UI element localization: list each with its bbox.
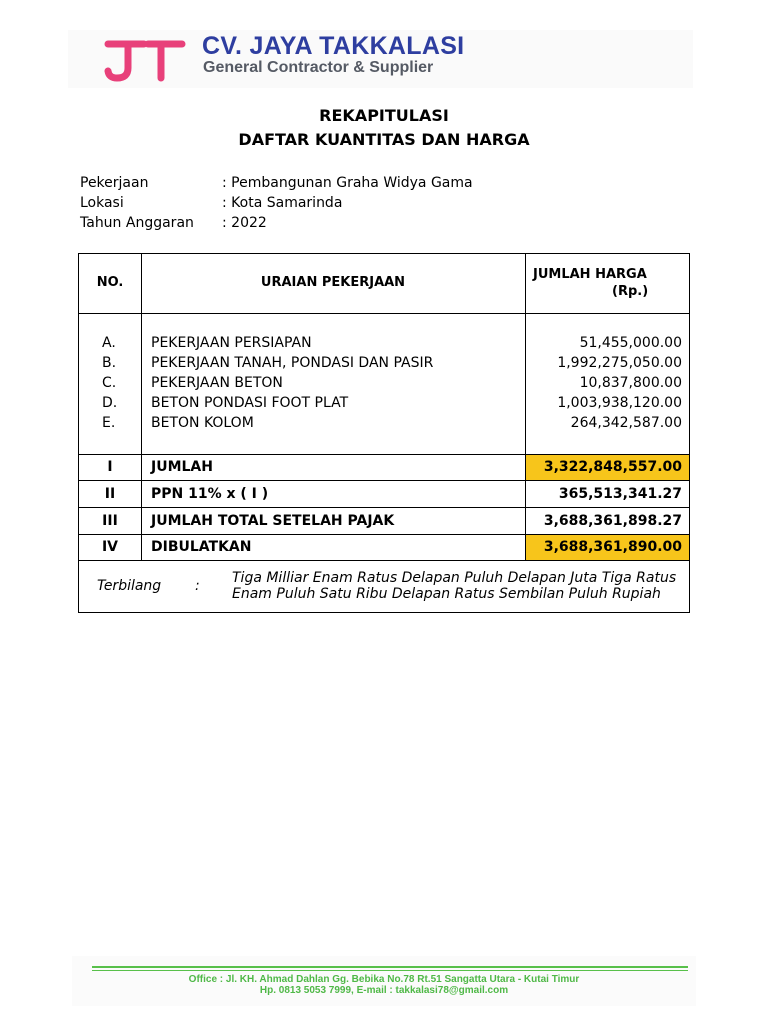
summary-harga: 3,688,361,898.27: [543, 513, 682, 529]
table-divider: [79, 313, 689, 314]
letterhead: [68, 30, 693, 88]
info-label: Tahun Anggaran: [80, 215, 194, 231]
summary-uraian: JUMLAH TOTAL SETELAH PAJAK: [151, 513, 395, 529]
footer-address: Office : Jl. KH. Ahmad Dahlan Gg. Bebika No.78 Rt.51 Sangatta Utara - Kutai Timur: [188, 974, 580, 985]
item-uraian: PEKERJAAN PERSIAPAN: [151, 335, 312, 351]
letterhead-footer: [72, 956, 696, 1006]
document-subtitle: DAFTAR KUANTITAS DAN HARGA: [238, 130, 530, 149]
header-no: NO.: [96, 275, 124, 290]
info-value: : Kota Samarinda: [222, 195, 343, 211]
table-column-divider: [525, 254, 526, 560]
item-uraian: BETON KOLOM: [151, 415, 254, 431]
info-value: : Pembangunan Graha Widya Gama: [222, 175, 473, 191]
summary-uraian: DIBULATKAN: [151, 539, 252, 555]
info-value: : 2022: [222, 215, 267, 231]
jt-logo-icon: [104, 38, 186, 82]
item-harga: 264,342,587.00: [570, 415, 682, 431]
summary-harga: 365,513,341.27: [558, 486, 682, 502]
item-no: B.: [102, 355, 117, 371]
table-divider: [79, 454, 689, 455]
item-uraian: BETON PONDASI FOOT PLAT: [151, 395, 349, 411]
table-divider: [79, 560, 689, 561]
summary-harga: 3,688,361,890.00: [543, 539, 682, 555]
table-column-divider: [141, 254, 142, 560]
header-jumlah-unit: (Rp.): [612, 284, 649, 299]
summary-uraian: JUMLAH: [151, 459, 213, 475]
company-tagline: General Contractor & Supplier: [203, 59, 434, 76]
terbilang-colon: :: [195, 578, 200, 594]
terbilang-text-line2: Enam Puluh Satu Ribu Delapan Ratus Sembilan Puluh Rupiah: [232, 586, 661, 602]
header-jumlah-harga: JUMLAH HARGA: [533, 267, 647, 282]
summary-no: II: [104, 486, 116, 502]
terbilang-label: Terbilang: [97, 578, 162, 594]
info-label: Lokasi: [80, 195, 124, 211]
table-divider: [79, 507, 689, 508]
info-label: Pekerjaan: [80, 175, 149, 191]
table-divider: [79, 480, 689, 481]
item-no: C.: [102, 375, 117, 391]
recap-table: [78, 253, 690, 613]
table-divider: [79, 534, 689, 535]
item-no: D.: [102, 395, 118, 411]
company-name: CV. JAYA TAKKALASI: [202, 32, 465, 60]
summary-no: I: [107, 459, 113, 475]
footer-rule: [92, 966, 688, 968]
footer-rule: [92, 970, 688, 971]
summary-no: III: [102, 513, 118, 529]
item-harga: 1,003,938,120.00: [557, 395, 682, 411]
summary-no: IV: [101, 539, 119, 555]
item-uraian: PEKERJAAN BETON: [151, 375, 283, 391]
item-uraian: PEKERJAAN TANAH, PONDASI DAN PASIR: [151, 355, 434, 371]
item-no: E.: [102, 415, 116, 431]
summary-uraian: PPN 11% x ( I ): [151, 486, 269, 502]
document-title: REKAPITULASI: [319, 106, 449, 125]
summary-harga: 3,322,848,557.00: [543, 459, 682, 475]
item-no: A.: [102, 335, 116, 351]
terbilang-text-line1: Tiga Milliar Enam Ratus Delapan Puluh Delapan Juta Tiga Ratus: [232, 570, 677, 586]
item-harga: 1,992,275,050.00: [557, 355, 682, 371]
header-uraian: URAIAN PEKERJAAN: [260, 275, 406, 290]
item-harga: 51,455,000.00: [579, 335, 682, 351]
footer-contact: Hp. 0813 5053 7999, E-mail : takkalasi78@gmail.com: [259, 985, 509, 996]
item-harga: 10,837,800.00: [579, 375, 682, 391]
